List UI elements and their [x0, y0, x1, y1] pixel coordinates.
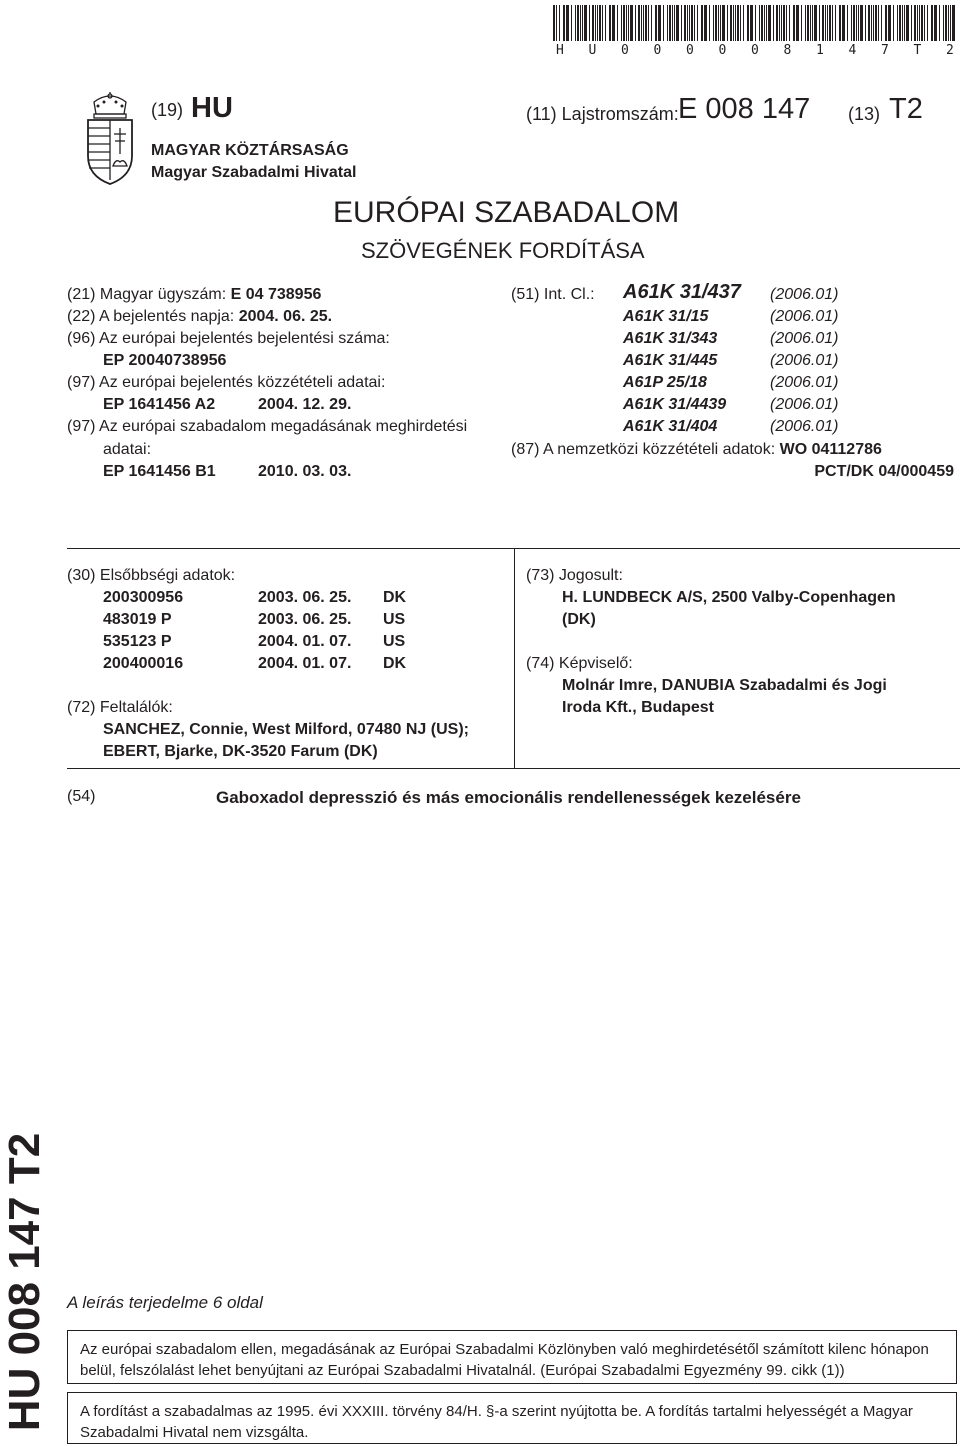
int-cl-code: A61K 31/343 — [623, 330, 718, 347]
priority-country: DK — [383, 655, 407, 672]
int-cl-date: (2006.01) — [770, 352, 839, 369]
representative-firm: Iroda Kft. — [562, 699, 633, 716]
field-87-label: (87) A nemzetközi közzétételi adatok: — [511, 441, 776, 458]
inventor-2: EBERT, Bjarke, DK-3520 Farum (DK) — [103, 743, 378, 760]
owner-label: (73) Jogosult: — [526, 567, 623, 584]
barcode-digits — [556, 43, 954, 58]
representative-line-1: Molnár Imre, DANUBIA Szabadalmi és Jogi — [562, 677, 887, 694]
separator-vertical — [514, 548, 515, 768]
code-19: (19) — [151, 100, 184, 120]
field-97b-date: 2010. 03. 03. — [258, 463, 352, 480]
priority-date: 2004. 01. 07. — [258, 655, 352, 672]
opposition-notice: Az európai szabadalom ellen, megadásának az Európai Szabadalmi Közlönyben való meghirdetésétől számított kilenc hónapon belül, felszólalást lehet benyújtani az Európai Szabadalmi Hivatalnál. (Európai Szabadalmi Egyezmény 99. cikk (1)) — [67, 1330, 957, 1384]
barcode-digit: H — [556, 43, 564, 58]
field-97a-number: EP 1641456 A2 — [103, 396, 216, 413]
priority-number: 200400016 — [103, 655, 184, 672]
priority-country: US — [383, 633, 406, 650]
inventors-label: (72) Feltalálók: — [67, 699, 173, 716]
field-96-label: (96) Az európai bejelentés bejelentési száma: — [67, 330, 390, 347]
field-97a-date: 2004. 12. 29. — [258, 396, 352, 413]
barcode-digit: T — [913, 43, 922, 58]
kind-code: T2 — [889, 93, 923, 125]
int-cl-date: (2006.01) — [770, 396, 839, 413]
representative-label: (74) Képviselő: — [526, 655, 633, 672]
priority-number: 535123 P — [103, 633, 172, 650]
barcode — [553, 5, 955, 41]
field-22-value: 2004. 06. 25. — [238, 308, 333, 325]
int-cl-date: (2006.01) — [770, 308, 839, 325]
inventor-1: SANCHEZ, Connie, West Milford, 07480 NJ (US); — [103, 721, 469, 738]
field-97b-number: EP 1641456 B1 — [103, 463, 216, 480]
field-21-value: E 04 738956 — [230, 286, 322, 303]
int-cl-date: (2006.01) — [770, 374, 839, 391]
invention-code: (54) — [67, 788, 96, 805]
priority-date: 2003. 06. 25. — [258, 611, 352, 628]
barcode-digit: 4 — [848, 43, 857, 58]
office-name: Magyar Szabadalmi Hivatal — [151, 164, 357, 181]
owner-line-2: (DK) — [562, 611, 596, 628]
priority-country: US — [383, 611, 406, 628]
int-cl-date: (2006.01) — [770, 330, 839, 347]
int-cl-code: A61K 31/15 — [623, 308, 709, 325]
field-97b-label-cont: adatai: — [103, 441, 152, 458]
owner-line-1: H. LUNDBECK A/S, 2500 Valby-Copenhagen — [562, 589, 896, 606]
barcode-digit: 7 — [881, 43, 889, 58]
country-code: HU — [191, 92, 233, 124]
int-cl-label: (51) Int. Cl.: — [511, 286, 595, 303]
document-title: EURÓPAI SZABADALOM — [333, 196, 680, 229]
barcode-digit: 0 — [718, 43, 727, 58]
priority-date: 2004. 01. 07. — [258, 633, 352, 650]
reg-number: E 008 147 — [678, 93, 811, 125]
representative-city: , Budapest — [632, 699, 715, 716]
country-name: MAGYAR KÖZTÁRSASÁG — [151, 142, 349, 159]
field-87-value2: PCT/DK 04/000459 — [814, 463, 954, 480]
int-cl-code: A61K 31/437 — [623, 281, 741, 303]
field-87-value: WO 04112786 — [779, 441, 882, 458]
priority-number: 200300956 — [103, 589, 184, 606]
kind-code-label: (13) — [848, 104, 881, 124]
int-cl-code: A61K 31/445 — [623, 352, 718, 369]
barcode-digit: 8 — [783, 43, 792, 58]
coat-of-arms-logo — [80, 92, 140, 188]
priority-date: 2003. 06. 25. — [258, 589, 352, 606]
pages-note: A leírás terjedelme 6 oldal — [67, 1293, 263, 1312]
barcode-digit: 0 — [686, 43, 694, 58]
barcode-digit: 1 — [816, 43, 824, 58]
barcode-digit: 0 — [653, 43, 662, 58]
separator-middle — [67, 768, 960, 769]
priority-label: (30) Elsőbbségi adatok: — [67, 567, 236, 584]
field-97b-label: (97) Az európai szabadalom megadásának meghirdetési — [67, 418, 468, 435]
priority-number: 483019 P — [103, 611, 172, 628]
vertical-reg-number: HU 008 147 T2 — [0, 1132, 49, 1432]
priority-country: DK — [383, 589, 407, 606]
int-cl-date: (2006.01) — [770, 286, 839, 303]
int-cl-date: (2006.01) — [770, 418, 839, 435]
field-21-label: (21) Magyar ügyszám: — [67, 286, 227, 303]
translation-notice: A fordítást a szabadalmas az 1995. évi XXXIII. törvény 84/H. §-a szerint nyújtotta be. A fordítás tartalmi helyességét a Magyar Szabadalmi Hivatal nem vizsgálta. — [67, 1392, 957, 1444]
field-22-label: (22) A bejelentés napja: — [67, 308, 235, 325]
reg-number-label: (11) Lajstromszám: — [526, 104, 679, 124]
int-cl-code: A61K 31/4439 — [623, 396, 727, 413]
barcode-digit: U — [588, 43, 597, 58]
int-cl-code: A61P 25/18 — [623, 374, 707, 391]
invention-title: Gaboxadol depresszió és más emocionális rendellenességek kezelésére — [216, 788, 801, 807]
field-96-value: EP 20040738956 — [103, 352, 227, 369]
document-subtitle: SZÖVEGÉNEK FORDÍTÁSA — [361, 238, 645, 263]
barcode-digit: 0 — [751, 43, 759, 58]
field-97a-label: (97) Az európai bejelentés közzétételi adatai: — [67, 374, 386, 391]
barcode-digit: 0 — [621, 43, 629, 58]
barcode-digit: 2 — [946, 43, 954, 58]
int-cl-code: A61K 31/404 — [623, 418, 718, 435]
